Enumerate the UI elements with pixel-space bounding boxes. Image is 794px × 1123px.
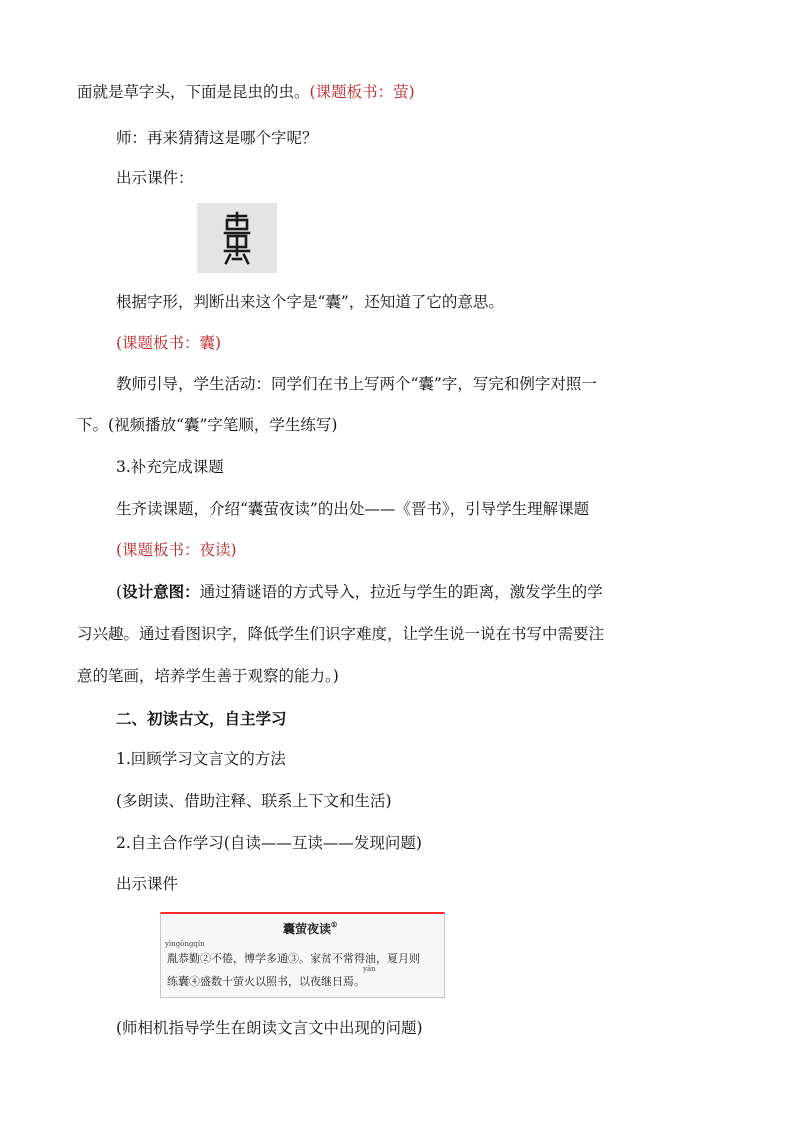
section-subheading: 2.自主合作学习(自读——互读——发现问题): [116, 834, 422, 852]
passage-title: 囊萤夜读①: [283, 920, 338, 936]
paragraph-line: 教师引导，学生活动：同学们在书上写两个“囊”字，写完和例字对照一: [116, 375, 597, 393]
passage-line: 练囊④盛数十萤火以照书，以夜继日焉。: [167, 975, 365, 988]
board-note: (课题板书：萤): [309, 83, 415, 101]
body-text: 通过猜谜语的方式导入，拉近与学生的距离，激发学生的学: [199, 583, 603, 601]
seal-character-image: [197, 203, 277, 273]
paragraph-line: (师相机指导学生在朗读文言文中出现的问题): [116, 1019, 423, 1037]
design-intent-label: 设计意图：: [122, 582, 200, 601]
footnote-mark: ①: [331, 920, 338, 929]
paragraph-line: 出示课件: [116, 875, 179, 893]
paragraph-line: 师：再来猜猜这是哪个字呢？: [116, 129, 318, 147]
paragraph-line: 出示课件：: [116, 169, 194, 187]
paragraph-line: 下。(视频播放“囊”字笔顺，学生练写): [77, 416, 338, 434]
paragraph-line: 根据字形，判断出来这个字是“囊”，还知道了它的意思。: [116, 293, 504, 311]
paragraph-line: 意的笔画，培养学生善于观察的能力。): [77, 667, 339, 685]
pinyin-annotation: yìngōngqín: [165, 940, 205, 948]
body-text: (: [116, 583, 123, 601]
board-note: (课题板书：夜读): [116, 541, 237, 559]
classical-text-image: [160, 912, 445, 998]
section-subheading: 3.补充完成课题: [116, 458, 224, 476]
seal-glyph-icon: [197, 203, 277, 273]
body-text: 面就是草字头，下面是昆虫的虫。: [77, 83, 310, 101]
passage-line: 胤恭勤②不倦，博学多通③。家贫不常得油，夏月则: [167, 952, 420, 965]
section-heading: 二、初读古文，自主学习: [116, 709, 287, 728]
paragraph-line: 习兴趣。通过看图识字，降低学生们识字难度，让学生说一说在书写中需要注: [77, 625, 605, 643]
pinyin-annotation: yān: [363, 965, 376, 973]
board-note: (课题板书：囊): [116, 334, 222, 352]
paragraph-line: [116, 582, 603, 602]
paragraph-line: [77, 82, 415, 102]
section-subheading: 1.回顾学习文言文的方法: [116, 750, 286, 768]
paragraph-line: 生齐读课题，介绍“囊萤夜读”的出处——《晋书》，引导学生理解课题: [116, 500, 590, 518]
paragraph-line: (多朗读、借助注释、联系上下文和生活): [116, 792, 392, 810]
